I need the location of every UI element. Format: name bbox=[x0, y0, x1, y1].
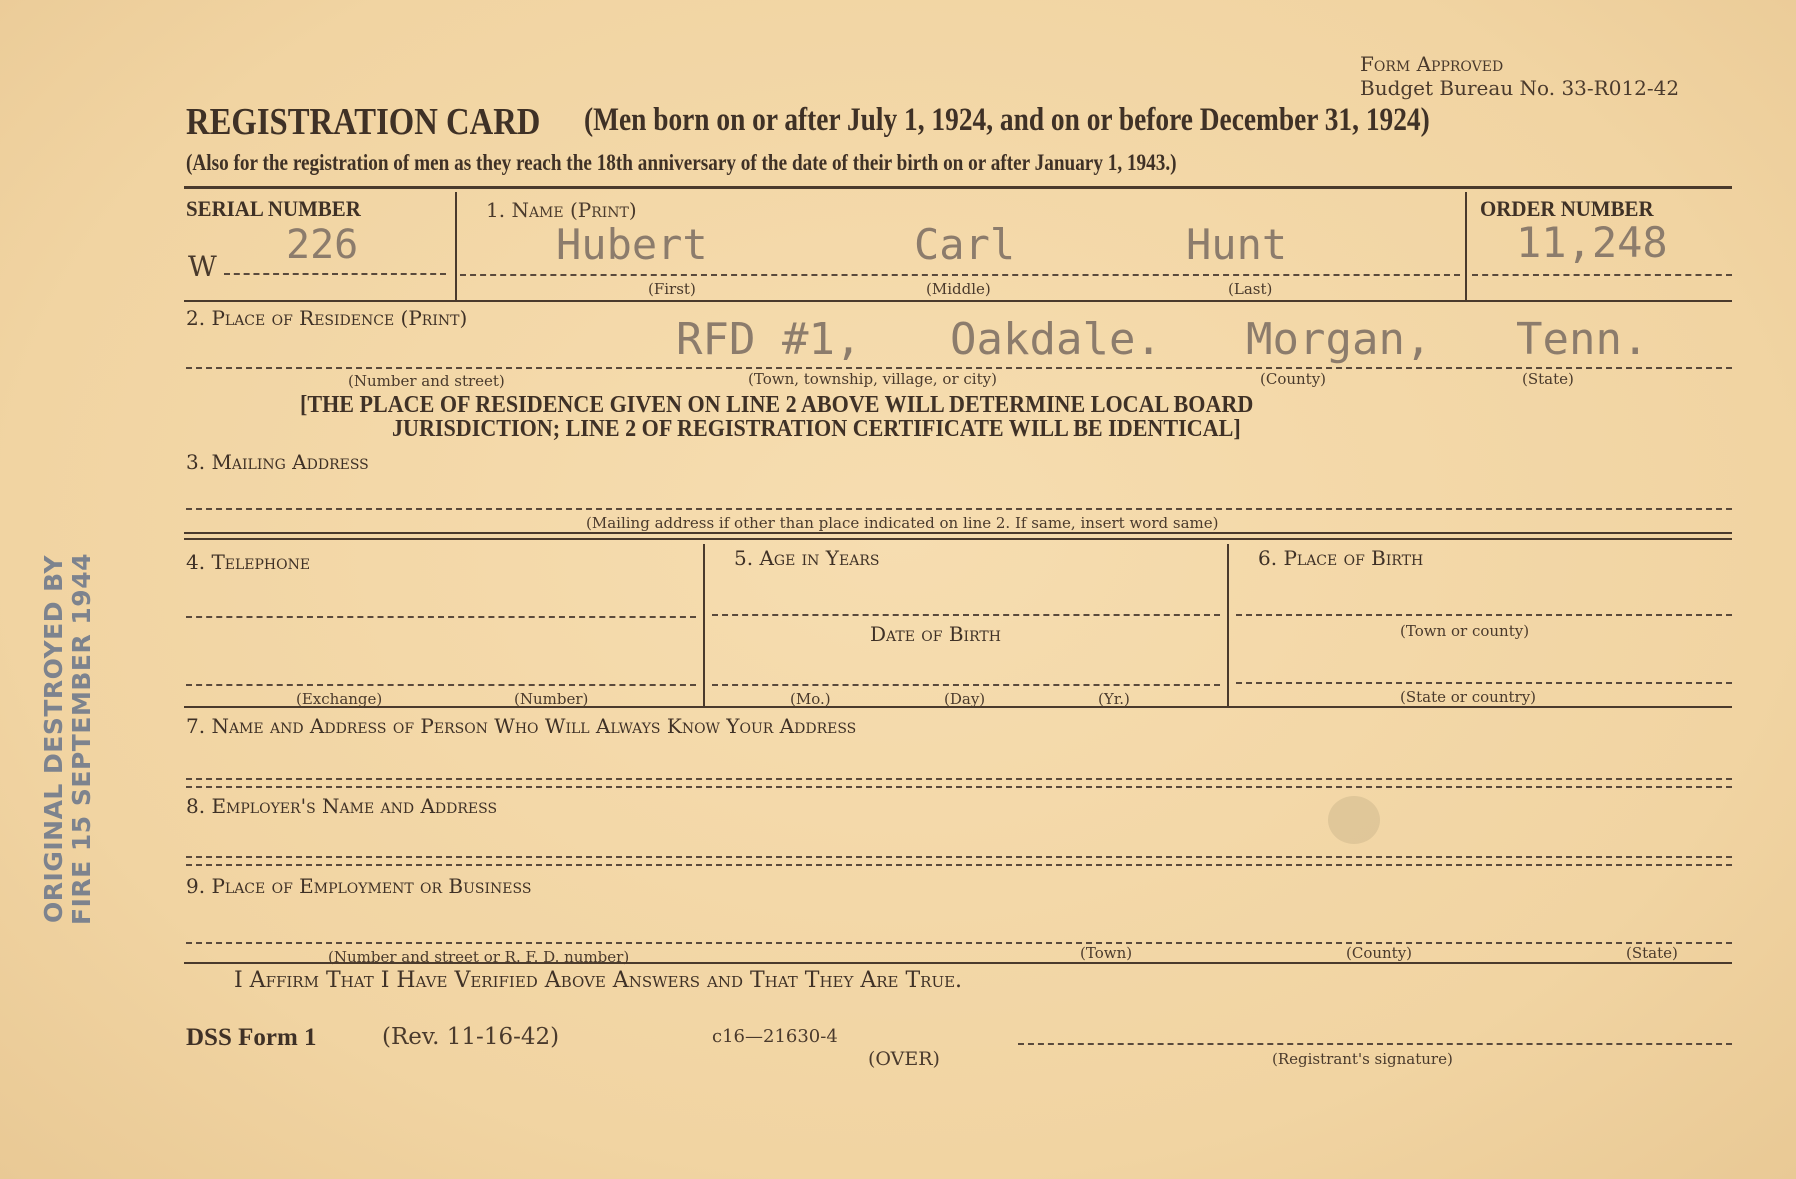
affirmation-statement: I Affirm That I Have Verified Above Answers and That They Are True. bbox=[234, 968, 963, 993]
stamp-line-1: ORIGINAL DESTROYED BY bbox=[39, 555, 68, 923]
name-label: 1. Name (Print) bbox=[486, 198, 637, 222]
order-number-label: ORDER NUMBER bbox=[1480, 196, 1654, 221]
mailing-line bbox=[186, 508, 1732, 510]
exchange-caption: (Exchange) bbox=[296, 690, 383, 708]
name-line bbox=[460, 274, 1460, 276]
employment-street-caption: (Number and street or R. F. D. number) bbox=[328, 948, 630, 966]
budget-bureau-number: Budget Bureau No. 33-R012-42 bbox=[1360, 76, 1680, 100]
birthplace-line-2 bbox=[1236, 682, 1732, 684]
row1-rule bbox=[184, 300, 1732, 302]
residence-street[interactable]: RFD #1, bbox=[676, 314, 862, 365]
destroyed-by-fire-stamp bbox=[40, 553, 96, 925]
residence-label: 2. Place of Residence (Print) bbox=[186, 306, 468, 330]
employment-county-caption: (County) bbox=[1346, 944, 1413, 962]
contact-line-2 bbox=[186, 786, 1732, 788]
middle-name-value[interactable]: Carl bbox=[914, 220, 1016, 269]
last-name-value[interactable]: Hunt bbox=[1186, 220, 1288, 269]
residence-town-caption: (Town, township, village, or city) bbox=[748, 370, 997, 388]
birthplace-label: 6. Place of Birth bbox=[1258, 546, 1424, 570]
year-caption: (Yr.) bbox=[1098, 690, 1130, 708]
birth-town-caption: (Town or county) bbox=[1400, 622, 1530, 640]
signature-line[interactable] bbox=[1018, 1043, 1732, 1045]
order-divider bbox=[1465, 192, 1467, 300]
employment-line-1 bbox=[186, 942, 1732, 944]
residence-town[interactable]: Oakdale. bbox=[950, 314, 1162, 365]
order-number-value[interactable]: 11,248 bbox=[1516, 218, 1668, 267]
first-caption: (First) bbox=[648, 280, 696, 298]
first-name-value[interactable]: Hubert bbox=[556, 220, 708, 269]
mailing-rule-2 bbox=[184, 538, 1732, 540]
month-caption: (Mo.) bbox=[790, 690, 831, 708]
order-line bbox=[1472, 274, 1732, 276]
contact-person-label: 7. Name and Address of Person Who Will Always Know Your Address bbox=[186, 714, 857, 738]
middle-caption: (Middle) bbox=[926, 280, 991, 298]
serial-line bbox=[224, 273, 446, 275]
telephone-line-2 bbox=[186, 684, 696, 686]
employment-town-caption: (Town) bbox=[1080, 944, 1133, 962]
card-title: REGISTRATION CARD bbox=[186, 101, 541, 143]
employment-state-caption: (State) bbox=[1626, 944, 1678, 962]
employer-label: 8. Employer's Name and Address bbox=[186, 794, 498, 818]
form-approved: Form Approved bbox=[1360, 52, 1504, 76]
card-title-range: (Men born on or after July 1, 1924, and on or before December 31, 1924) bbox=[584, 102, 1430, 138]
row4-rule bbox=[184, 706, 1732, 708]
number-caption: (Number) bbox=[514, 690, 589, 708]
birthplace-line-1 bbox=[1236, 614, 1732, 616]
residence-state[interactable]: Tenn. bbox=[1516, 314, 1649, 365]
mailing-caption: (Mailing address if other than place indicated on line 2. If same, insert word same) bbox=[586, 514, 1219, 532]
age-divider bbox=[1227, 544, 1229, 706]
day-caption: (Day) bbox=[944, 690, 986, 708]
age-label: 5. Age in Years bbox=[734, 546, 880, 570]
mailing-rule-1 bbox=[184, 532, 1732, 534]
card-subtitle: (Also for the registration of men as they reach the 18th anniversary of the date of their birth on or after January 1, 1943.) bbox=[186, 150, 1177, 175]
telephone-divider bbox=[703, 544, 705, 706]
telephone-label: 4. Telephone bbox=[186, 550, 311, 574]
print-code: c16—21630-4 bbox=[712, 1026, 838, 1047]
employment-label: 9. Place of Employment or Business bbox=[186, 874, 532, 898]
stamp-line-2: FIRE 15 SEPTEMBER 1944 bbox=[67, 553, 96, 925]
residence-line bbox=[186, 367, 1732, 369]
contact-line-1 bbox=[186, 778, 1732, 780]
birth-state-caption: (State or country) bbox=[1400, 688, 1537, 706]
serial-number-value[interactable]: 226 bbox=[286, 222, 359, 268]
employer-line-1 bbox=[186, 856, 1732, 858]
telephone-line-1 bbox=[186, 616, 696, 618]
over-note: (OVER) bbox=[868, 1048, 940, 1070]
last-caption: (Last) bbox=[1228, 280, 1273, 298]
serial-number-label: SERIAL NUMBER bbox=[186, 196, 361, 221]
serial-divider bbox=[455, 192, 457, 300]
serial-prefix: W bbox=[188, 250, 217, 283]
residence-street-caption: (Number and street) bbox=[348, 372, 505, 390]
form-id-bold: DSS Form 1 bbox=[186, 1024, 317, 1051]
jurisdiction-notice-2: JURISDICTION; LINE 2 OF REGISTRATION CERTIFICATE WILL BE IDENTICAL] bbox=[392, 416, 1241, 442]
signature-caption: (Registrant's signature) bbox=[1272, 1050, 1453, 1068]
residence-county[interactable]: Morgan, bbox=[1246, 314, 1432, 365]
form-revision: (Rev. 11-16-42) bbox=[382, 1024, 560, 1050]
employer-line-2 bbox=[186, 864, 1732, 866]
date-of-birth-label: Date of Birth bbox=[870, 622, 1001, 646]
employment-rule bbox=[184, 962, 1732, 964]
smudge-mark bbox=[1328, 796, 1380, 844]
dob-line bbox=[712, 684, 1220, 686]
residence-state-caption: (State) bbox=[1522, 370, 1574, 388]
residence-county-caption: (County) bbox=[1260, 370, 1327, 388]
age-line bbox=[712, 614, 1220, 616]
jurisdiction-notice-1: [THE PLACE OF RESIDENCE GIVEN ON LINE 2 ABOVE WILL DETERMINE LOCAL BOARD bbox=[300, 392, 1254, 418]
title-rule bbox=[184, 186, 1732, 189]
mailing-label: 3. Mailing Address bbox=[186, 450, 369, 474]
